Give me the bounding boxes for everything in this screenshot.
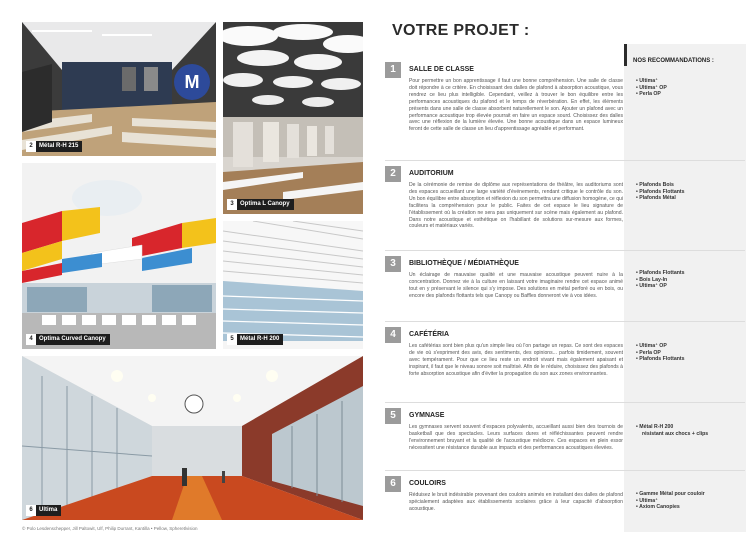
library-image [223, 22, 363, 214]
section-divider [385, 160, 745, 161]
photo-corridor [22, 356, 363, 520]
recommendation-item: • Ultima⁺ OP [636, 85, 744, 92]
recommendation-item: • Ultima⁺ OP [636, 343, 744, 350]
recommendation-item: • Bois Lay-In [636, 277, 744, 284]
section-divider [385, 250, 745, 251]
photo-cafeteria [22, 163, 216, 349]
recommendation-item: • Ultima⁺ OP [636, 283, 744, 290]
section-number: 6 [385, 476, 401, 492]
photo-auditorium [223, 221, 363, 349]
recommendation-list [636, 270, 744, 290]
recommendations-title: NOS RECOMMANDATIONS : [633, 58, 714, 64]
lecture-hall-image [22, 22, 216, 156]
photo-lecture-hall [22, 22, 216, 156]
section-text: Les cafétérias sont bien plus qu'un simple lieu où l'on partage un repas. Ce sont des espaces de vie où s'expriment des avis, des sentiments, des opinions... parfois timidement, souvent avec tempérament. Pour que ce lieu reste un endroit vivant mais également apaisant et inspirant, il faut que le niveau sonore soit maîtrisé. Afin de le réduire, choisissez des plafonds à forte absorption acoustique afin d'éviter la propagation du son aux zones environnantes. [409, 343, 623, 377]
section-divider [385, 402, 745, 403]
recommendation-list [636, 343, 744, 363]
recommendation-item: • Gamme Métal pour couloir [636, 491, 744, 498]
section-text: De la cérémonie de remise de diplôme aux représentations de théâtre, les auditoriums sont des espaces accueillant une large variété d'événements, rendant critique le contrôle du son. Un bon équilibre entre absorption et réflexion du son permettra une diffusion homogène, ce qui facilitera la compréhension pour le public. Faites de cet espace le lieu signature de l'établissement où la création ne sera pas uniquement sur scène mais également au plafond. Dans notre acoustique et esthétique on l'habillant de solutions sur-mesure aux formes, couleurs et matériaux variés. [409, 182, 623, 230]
svg-text:M: M [184, 72, 200, 92]
recommendations-accent-bar [624, 44, 627, 66]
section-text: Les gymnases servent souvent d'espaces polyvalents, accueillant aussi bien des tournois de basketball que des spectacles. Leurs surfaces dures et réfléchissantes peuvent rendre l'environnement bruyant et la qualité de l'acoustique médiocre. Ces espaces en plein essor nécessitent une résistance durable aux impacts et des performances acoustiques élevées. [409, 424, 623, 451]
section-title: AUDITORIUM [409, 170, 454, 177]
section-title: CAFÉTÉRIA [409, 331, 450, 338]
photo-caption: 2 Métal R-H 215 [26, 141, 82, 152]
recommendation-item: résistant aux chocs + clips [642, 430, 709, 437]
recommendation-list [636, 78, 744, 98]
photo-caption: 5 Métal R-H 200 [227, 334, 283, 345]
section-title: COULOIRS [409, 480, 446, 487]
recommendation-item: • Métal R-H 200 [636, 424, 744, 431]
section-text: Un éclairage de mauvaise qualité et une mauvaise acoustique peuvent nuire à la concentration. Donnez vie à la culture en laissant votre imaginaire rendre cet espace animé tout en y préservant le silence qui s'y impose. Des solutions en métal perforé ou en bois, ou encore des plafonds flottants tels que Canopy ou Baffles donneront vie à vos idées. [409, 272, 623, 299]
section-number: 5 [385, 408, 401, 424]
cafeteria-image [22, 163, 216, 349]
section-title: GYMNASE [409, 412, 445, 419]
recommendation-item: • Ultima⁺ [636, 498, 744, 505]
recommendation-item: • Ultima⁺ [636, 78, 744, 85]
section-title: BIBLIOTHÈQUE / MÉDIATHÈQUE [409, 260, 519, 267]
photo-caption: 4 Optima Curved Canopy [26, 334, 110, 345]
recommendation-list [636, 491, 744, 511]
recommendation-item: • Plafonds Flottants [636, 356, 744, 363]
section-text: Réduisez le bruit indésirable provenant des couloirs animés en installant des dalles de plafond spécialement adaptées aux établissements scolaires grâce à leur capacité d'absorption acoustique. [409, 492, 623, 512]
section-number: 2 [385, 166, 401, 182]
photo-library [223, 22, 363, 214]
section-divider [385, 470, 745, 471]
recommendation-item: • Perla OP [636, 350, 744, 357]
photo-caption: 3 Optima L Canopy [227, 199, 294, 210]
recommendation-item: • Plafonds Flottants [636, 270, 744, 277]
recommendation-item: • Perla OP [636, 91, 744, 98]
section-divider [385, 321, 745, 322]
section-text: Pour permettre un bon apprentissage il faut une bonne compréhension. Une salle de classe doit répondre à ce critère. En choisissant des dalles de plafond à absorption acoustique, vous rendrez ce lieu plus intelligible. Cependant, veillez à trouver le bon équilibre entre les performances acoustiques du plafond et le temps de réverbération. En effet, les éléments présents dans une salle de classe absorbent naturellement le son. Ajouter un plafond avec un performance acoustique trop élevée pourrait en faire un espace sourd. Choisissez des dalles avec une réflexion de la lumière élevée. Une bonne acoustique dans un espace lumineux feront de cette salle de classe un lieu d'apprentissage agréable et performant. [409, 78, 623, 133]
recommendation-item: • Plafonds Bois [636, 182, 744, 189]
recommendation-item: • Axiom Canopies [636, 504, 744, 511]
recommendation-list [636, 182, 744, 202]
corridor-image [22, 356, 363, 520]
auditorium-image [223, 221, 363, 349]
section-number: 3 [385, 256, 401, 272]
section-number: 1 [385, 62, 401, 78]
recommendation-list [636, 424, 744, 437]
photo-caption: 6 Ultima [26, 505, 61, 516]
photo-credit: © Polo Lesdenschepper, Jill Paltowit, Ulf, Philip Durrant, Kantilla • Pellow, Spheretlvision [22, 526, 198, 531]
section-number: 4 [385, 327, 401, 343]
section-title: SALLE DE CLASSE [409, 66, 474, 73]
recommendation-item: • Plafonds Métal [636, 195, 744, 202]
page-title: VOTRE PROJET : [392, 22, 530, 39]
recommendation-item: • Plafonds Flottants [636, 189, 744, 196]
